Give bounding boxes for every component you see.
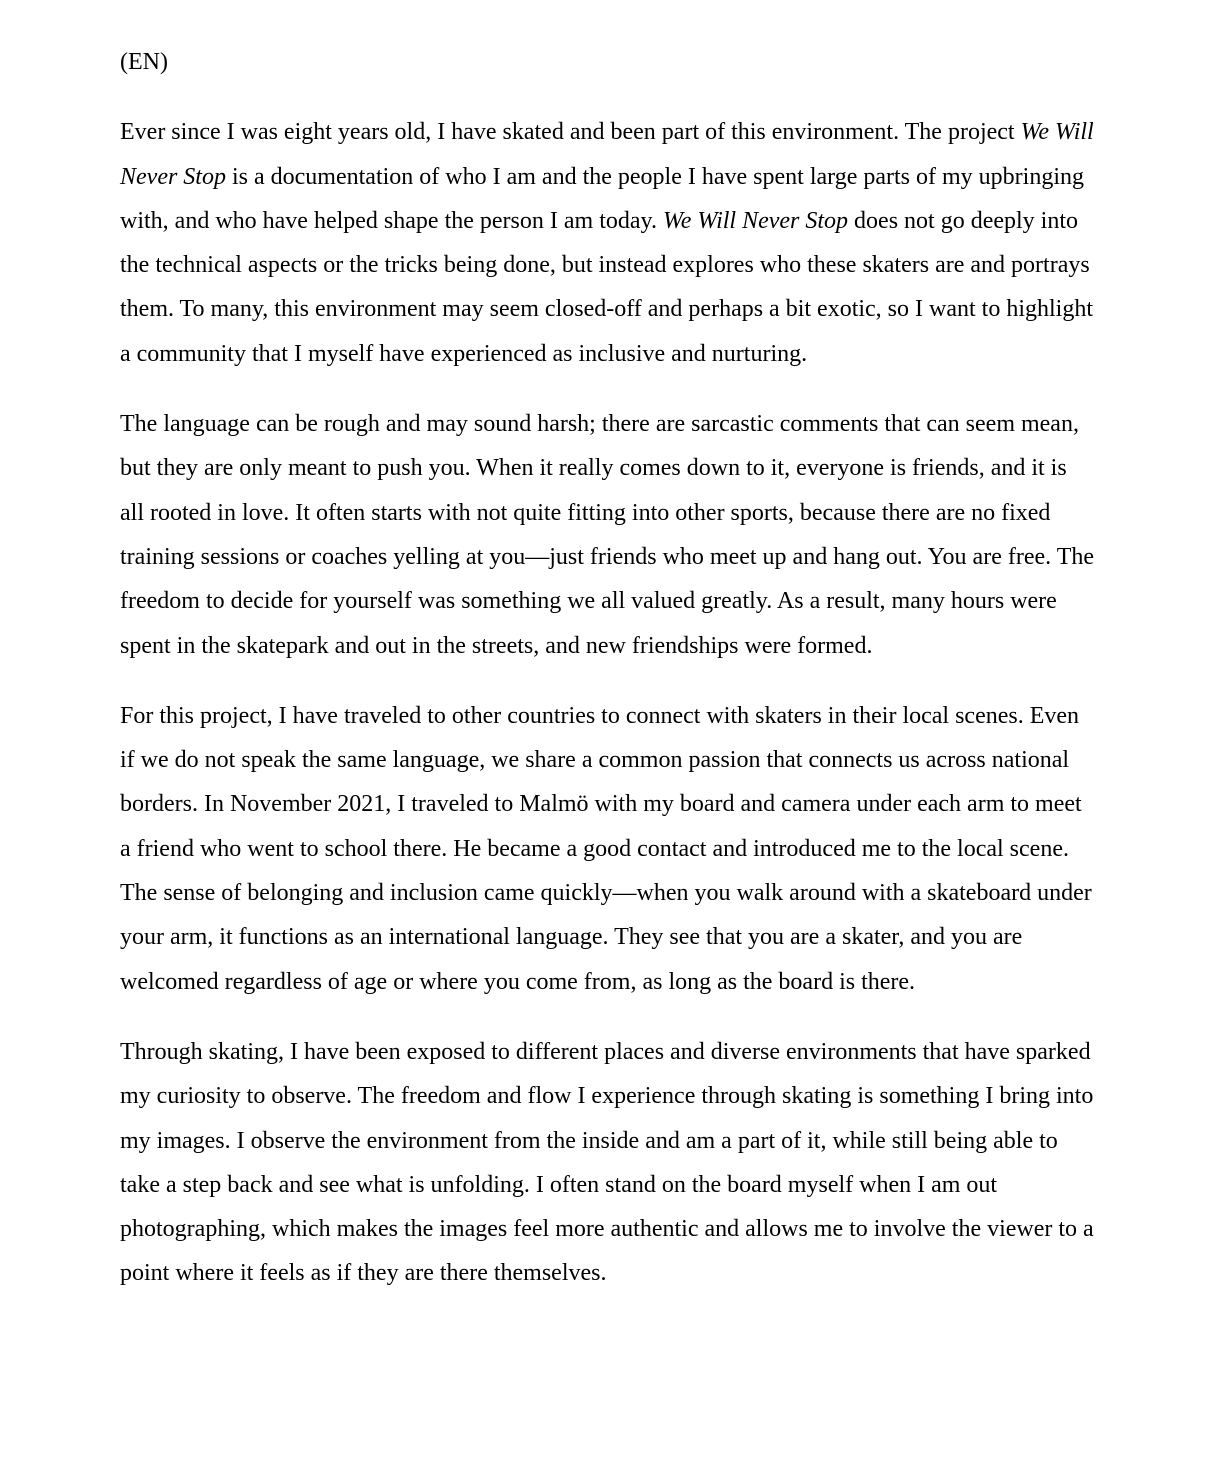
project-title-2: We Will Never Stop	[662, 207, 849, 234]
document-body	[120, 40, 1095, 1296]
paragraph-1-text-c: does not go deeply into the technical aspects or the tricks being done, but instead explores who these skaters are and portrays them. To many, this environment may seem closed-off and perhaps a bit exotic, so I want to highlight a community that I myself have experienced as inclusive and nurturing.	[120, 207, 1094, 367]
language-label: (EN)	[120, 49, 168, 75]
paragraph-1-text-a: Ever since I was eight years old, I have skated and been part of this environment. The project	[120, 119, 1021, 146]
paragraph-1	[120, 110, 1095, 376]
paragraph-1-text-b: is a documentation of who I am and the people I have spent large parts of my upbringing with, and who have helped shape the person I am today.	[120, 163, 1084, 234]
paragraph-4: Through skating, I have been exposed to different places and diverse environments that have sparked my curiosity to observe. The freedom and flow I experience through skating is something I bring into my images. I observe the environment from the inside and am a part of it, while still being able to take a step back and see what is unfolding. I often stand on the board myself when I am out photographing, which makes the images feel more authentic and allows me to involve the viewer to a point where it feels as if they are there themselves.	[120, 1038, 1094, 1287]
paragraph-3: For this project, I have traveled to other countries to connect with skaters in their local scenes. Even if we do not speak the same language, we share a common passion that connects us across national borders. In November 2021, I traveled to Malmö with my board and camera under each arm to meet a friend who went to school there. He became a good contact and introduced me to the local scene. The sense of belonging and inclusion came quickly—when you walk around with a skateboard under your arm, it functions as an international language. They see that you are a skater, and you are welcomed regardless of age or where you come from, as long as the board is there.	[120, 702, 1092, 995]
paragraph-2: The language can be rough and may sound harsh; there are sarcastic comments that can seem mean, but they are only meant to push you. When it really comes down to it, everyone is friends, and it is all rooted in love. It often starts with not quite fitting into other sports, because there are no fixed training sessions or coaches yelling at you—just friends who meet up and hang out. You are free. The freedom to decide for yourself was something we all valued greatly. As a result, many hours were spent in the skatepark and out in the streets, and new friendships were formed.	[120, 411, 1095, 659]
project-title-1: We Will Never Stop	[120, 119, 1094, 190]
